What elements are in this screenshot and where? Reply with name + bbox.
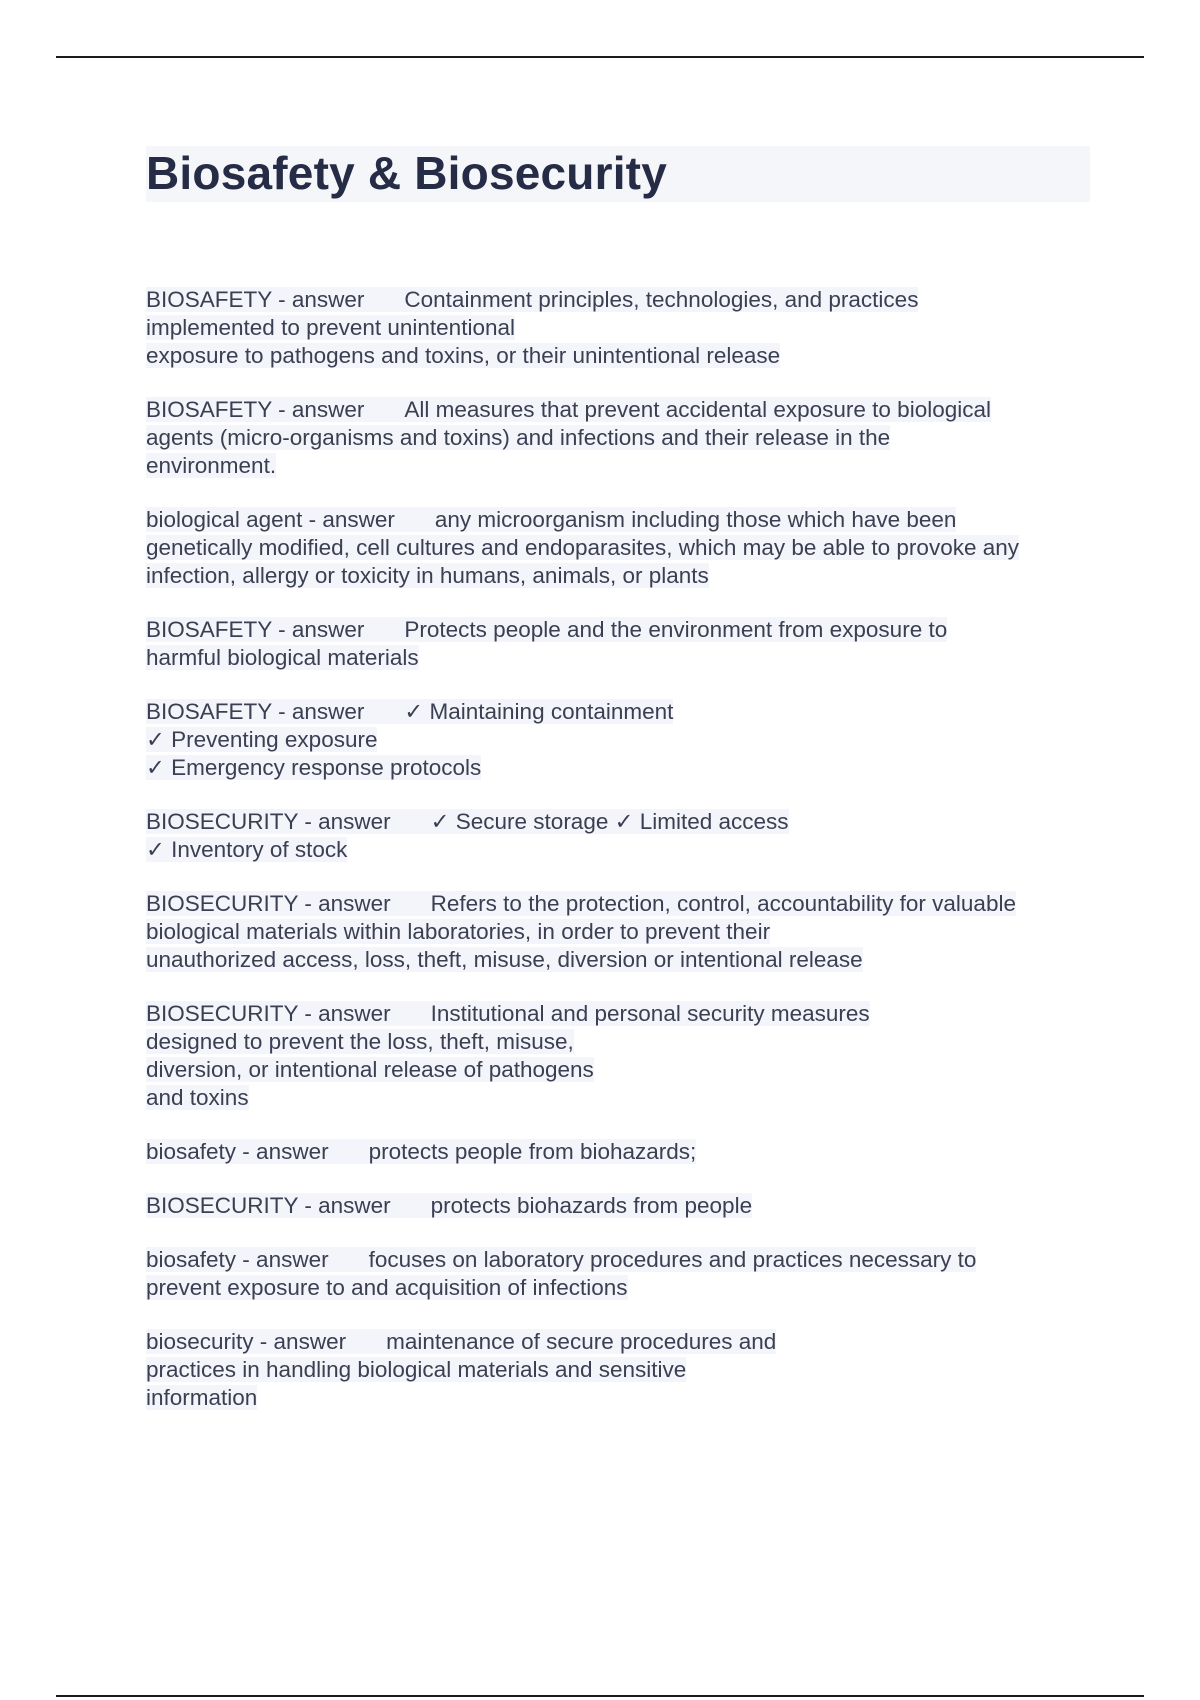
entry-term: biosafety - answer [146, 1247, 329, 1272]
flashcard-entry [146, 396, 1090, 480]
entry-term: biological agent - answer [146, 507, 395, 532]
entry-definition-line: Containment principles, technologies, and practices [404, 287, 919, 312]
flashcard-entry [146, 286, 1090, 370]
entry-definition-line: Institutional and personal security measures [430, 1001, 870, 1026]
entry-definition-line: Refers to the protection, control, accountability for valuable [430, 891, 1016, 916]
entry-term: biosafety - answer [146, 1139, 329, 1164]
entry-term: BIOSECURITY - answer [146, 891, 391, 916]
entry-definition-line: designed to prevent the loss, theft, misuse, [146, 1029, 574, 1054]
entry-definition-line: environment. [146, 453, 277, 478]
entry-term: BIOSECURITY - answer [146, 1001, 391, 1026]
entry-definition-line: All measures that prevent accidental exposure to biological [404, 397, 991, 422]
flashcard-entry [146, 1138, 1090, 1166]
flashcard-entry [146, 1192, 1090, 1220]
entry-definition-line: exposure to pathogens and toxins, or their unintentional release [146, 343, 781, 368]
entry-definition-line: practices in handling biological materials and sensitive [146, 1357, 687, 1382]
entry-definition-line: maintenance of secure procedures and [386, 1329, 777, 1354]
entry-term: BIOSECURITY - answer [146, 1193, 391, 1218]
entry-term: BIOSAFETY - answer [146, 397, 365, 422]
flashcard-list [146, 286, 1090, 1438]
entry-definition-line: protects people from biohazards; [368, 1139, 697, 1164]
entry-definition-line: implemented to prevent unintentional [146, 315, 515, 340]
entry-term: BIOSAFETY - answer [146, 617, 365, 642]
flashcard-entry [146, 808, 1090, 864]
entry-term: BIOSECURITY - answer [146, 809, 391, 834]
entry-definition-line: harmful biological materials [146, 645, 419, 670]
flashcard-entry [146, 616, 1090, 672]
entry-definition-line: unauthorized access, loss, theft, misuse, diversion or intentional release [146, 947, 863, 972]
entry-definition-line: agents (micro-organisms and toxins) and infections and their release in the [146, 425, 891, 450]
entry-definition-line: Protects people and the environment from exposure to [404, 617, 948, 642]
flashcard-entry [146, 1246, 1090, 1302]
entry-definition-line: ✓ Emergency response protocols [146, 755, 482, 780]
entry-definition-line: ✓ Inventory of stock [146, 837, 348, 862]
entry-definition-line: and toxins [146, 1085, 249, 1110]
flashcard-entry [146, 506, 1090, 590]
entry-definition-line: genetically modified, cell cultures and endoparasites, which may be able to provoke any [146, 535, 1019, 560]
flashcard-entry [146, 1000, 1090, 1112]
entry-definition-line: ✓ Preventing exposure [146, 727, 378, 752]
entry-definition-line: infection, allergy or toxicity in humans, animals, or plants [146, 563, 709, 588]
entry-definition-line: diversion, or intentional release of pathogens [146, 1057, 594, 1082]
entry-definition-line: any microorganism including those which have been [434, 507, 957, 532]
flashcard-entry [146, 698, 1090, 782]
entry-definition-line: ✓ Secure storage ✓ Limited access [430, 809, 789, 834]
flashcard-entry [146, 1328, 1090, 1412]
entry-definition-line: prevent exposure to and acquisition of infections [146, 1275, 628, 1300]
entry-definition-line: ✓ Maintaining containment [404, 699, 674, 724]
flashcard-entry [146, 890, 1090, 974]
page-title: Biosafety & Biosecurity [146, 147, 667, 199]
entry-definition-line: focuses on laboratory procedures and practices necessary to [368, 1247, 977, 1272]
bottom-rule [56, 1695, 1144, 1697]
entry-definition-line: information [146, 1385, 258, 1410]
entry-term: biosecurity - answer [146, 1329, 347, 1354]
entry-term: BIOSAFETY - answer [146, 287, 365, 312]
top-rule [56, 56, 1144, 58]
entry-definition-line: biological materials within laboratories, in order to prevent their [146, 919, 771, 944]
entry-definition-line: protects biohazards from people [430, 1193, 753, 1218]
entry-term: BIOSAFETY - answer [146, 699, 365, 724]
